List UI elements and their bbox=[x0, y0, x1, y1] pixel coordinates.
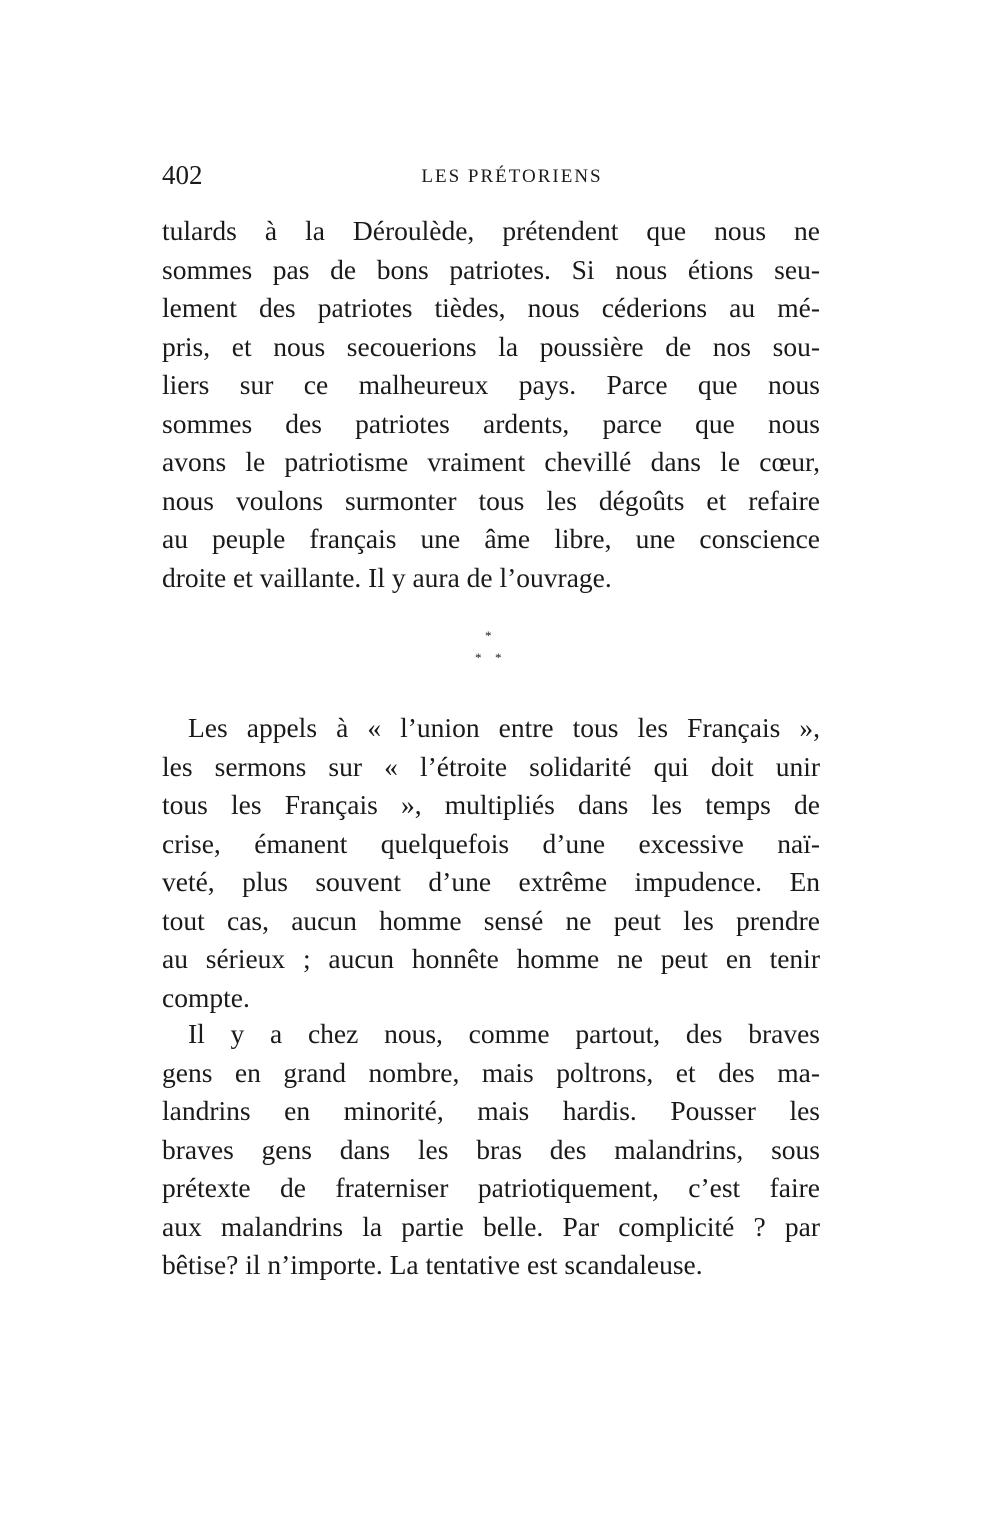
asterisk-glyph: * bbox=[475, 650, 482, 665]
text-line: lement des patriotes tièdes, nous céderions au mé- bbox=[162, 292, 820, 323]
text-line: braves gens dans les bras des malandrins, sous bbox=[162, 1133, 820, 1165]
text-line: au sérieux ; aucun honnête homme ne peut en tenir bbox=[162, 943, 820, 974]
text-line: droite et vaillante. Il y aura de l’ouvrage. bbox=[162, 561, 612, 593]
paragraph-1 bbox=[162, 212, 820, 597]
page-header bbox=[162, 155, 822, 195]
text-line: crise, émanent quelquefois d’une excessive naï- bbox=[162, 827, 820, 859]
text-line: bêtise? il n’importe. La tentative est scandaleuse. bbox=[162, 1249, 703, 1280]
asterisk-glyph: * bbox=[495, 650, 502, 665]
text-line: aux malandrins la partie belle. Par complicité ? par bbox=[162, 1210, 820, 1242]
text-line: veté, plus souvent d’une extrême impudence. En bbox=[162, 866, 820, 897]
asterisk-glyph: * bbox=[485, 628, 492, 643]
paragraph-3 bbox=[162, 1015, 820, 1285]
text-line: liers sur ce malheureux pays. Parce que nous bbox=[162, 369, 820, 400]
text-line: tulards à la Déroulède, prétendent que nous ne bbox=[162, 215, 820, 246]
text-line: tous les Français », multipliés dans les temps de bbox=[162, 789, 820, 820]
text-line: nous voulons surmonter tous les dégoûts et refaire bbox=[162, 484, 820, 516]
running-title: LES PRÉTORIENS bbox=[421, 166, 603, 187]
section-break-asterism bbox=[462, 628, 522, 678]
text-line: Il y a chez nous, comme partout, des braves bbox=[188, 1018, 820, 1049]
text-line: pris, et nous secouerions la poussière de nos sou- bbox=[162, 330, 820, 362]
paragraph-2 bbox=[162, 709, 820, 1017]
text-line: gens en grand nombre, mais poltrons, et des ma- bbox=[162, 1056, 820, 1088]
page-number: 402 bbox=[162, 160, 203, 190]
text-line: au peuple français une âme libre, une conscience bbox=[162, 523, 820, 554]
text-line: sommes pas de bons patriotes. Si nous étions seu- bbox=[162, 253, 820, 285]
text-line: Les appels à « l’union entre tous les Français », bbox=[188, 712, 820, 743]
text-line: prétexte de fraterniser patriotiquement, c’est faire bbox=[162, 1172, 820, 1203]
text-line: landrins en minorité, mais hardis. Pousser les bbox=[162, 1095, 820, 1126]
text-line: avons le patriotisme vraiment chevillé dans le cœur, bbox=[162, 446, 820, 477]
text-line: les sermons sur « l’étroite solidarité qui doit unir bbox=[162, 750, 820, 782]
text-line: compte. bbox=[162, 981, 250, 1013]
text-line: tout cas, aucun homme sensé ne peut les prendre bbox=[162, 904, 820, 936]
text-line: sommes des patriotes ardents, parce que nous bbox=[162, 407, 820, 439]
